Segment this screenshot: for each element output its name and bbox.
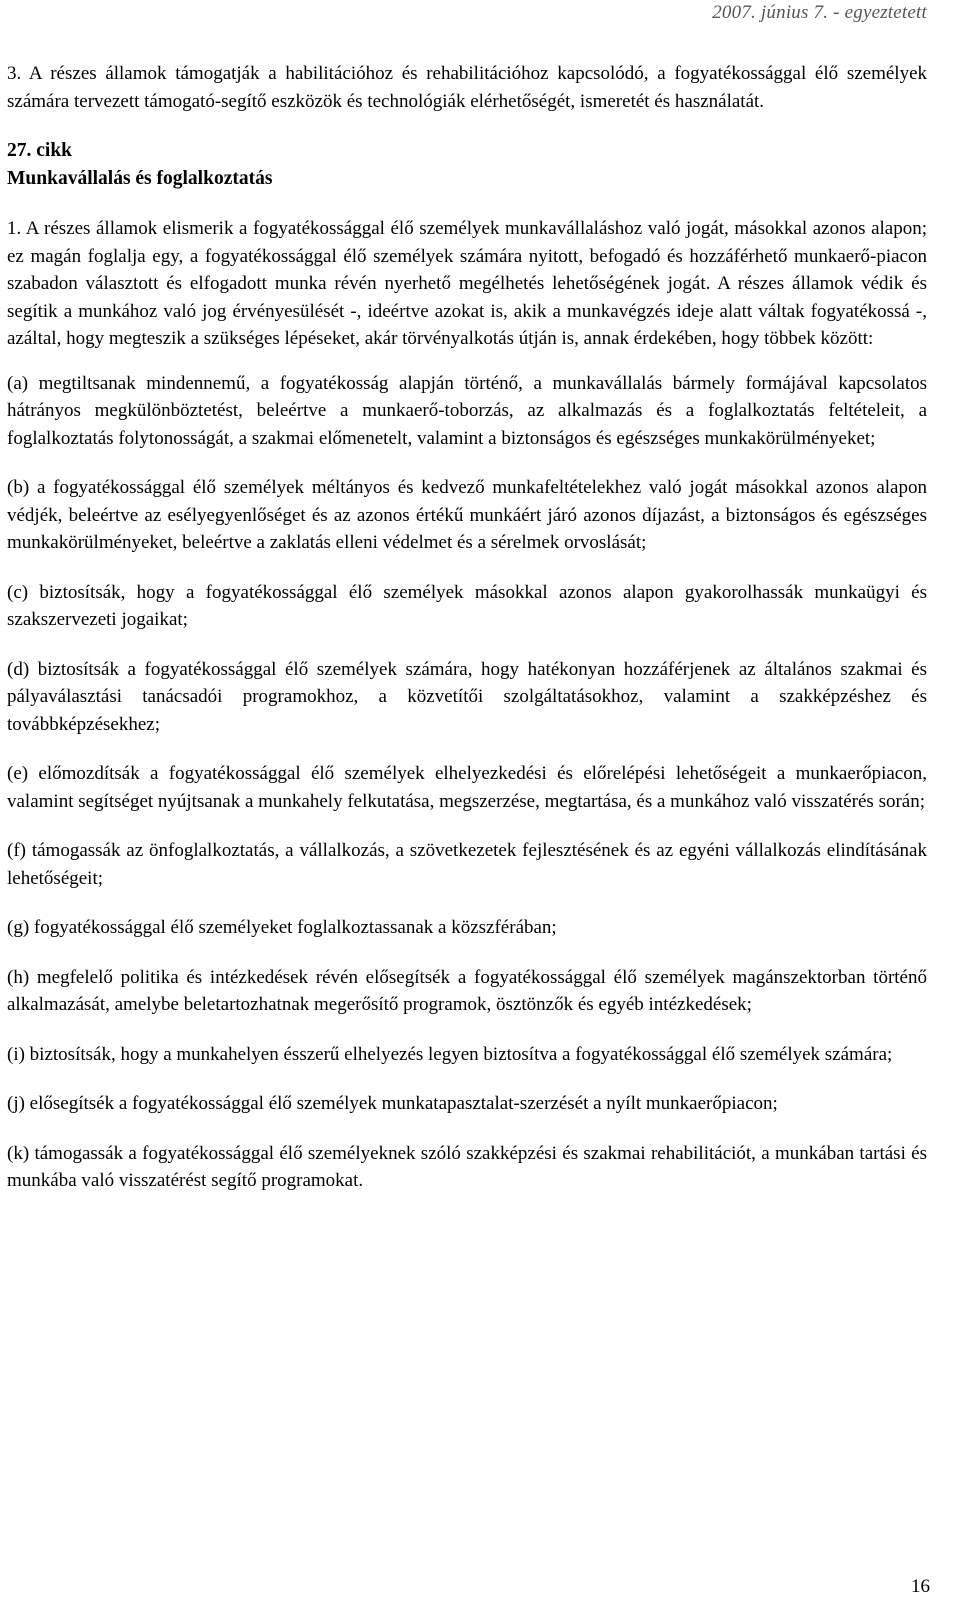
- article-number: 27. cikk: [7, 140, 73, 161]
- article-heading: [7, 137, 927, 193]
- list-item-f: (f) támogassák az önfoglalkoztatás, a vállalkozás, a szövetkezetek fejlesztésének és az egyéni vállalkozás elindításának lehetőségeit;: [7, 840, 927, 889]
- list-item-j: (j) elősegítsék a fogyatékossággal élő személyek munkatapasztalat-szerzését a nyílt munkaerőpiacon;: [7, 1093, 778, 1114]
- list-item-d: (d) biztosítsák a fogyatékossággal élő személyek számára, hogy hatékonyan hozzáférjenek az általános szakmai és pályaválasztási tanácsadói programokhoz, a közvetítői szolgáltatásokhoz, valamint a szakképzéshez és továbbképzésekhez;: [7, 658, 927, 735]
- list-item-c: (c) biztosítsák, hogy a fogyatékossággal élő személyek másokkal azonos alapon gyakorolhassák munkaügyi és szakszervezeti jogaikat;: [7, 581, 927, 630]
- document-body: [7, 60, 927, 1217]
- list-item-k: (k) támogassák a fogyatékossággal élő személyeknek szóló szakképzési és szakmai rehabilitációt, a munkában tartási és munkába való visszatérést segítő programokat.: [7, 1142, 927, 1191]
- list-item-e: (e) előmozdítsák a fogyatékossággal élő személyek elhelyezkedési és előrelépési lehetőségeit a munkaerőpiacon, valamint segítséget nyújtsanak a munkahely felkutatása, megszerzése, megtartása, és a munkához való visszatérés során;: [7, 763, 927, 812]
- page-number: 16: [911, 1576, 930, 1597]
- paragraph-3: 3. A részes államok támogatják a habilitációhoz és rehabilitációhoz kapcsolódó, a fogyatékossággal élő személyek számára tervezett támogató-segítő eszközök és technológiák elérhetőségét, ismeretét és használatát.: [7, 63, 927, 112]
- article-title: Munkavállalás és foglalkoztatás: [7, 168, 273, 189]
- list-item-h: (h) megfelelő politika és intézkedések révén elősegítsék a fogyatékossággal élő személyek magánszektorban történő alkalmazását, amelybe beletartozhatnak megerősítő programok, ösztönzők és egyéb intézkedések;: [7, 966, 927, 1015]
- paragraph-1: 1. A részes államok elismerik a fogyatékossággal élő személyek munkavállaláshoz való jogát, másokkal azonos alapon; ez magán foglalja egy, a fogyatékossággal élő személyek számára nyitott, befogadó és hozzáférhető munkaerő-piacon szabadon választott és elfogadott munka révén nyerhető megélhetés lehetőségének jogát. A részes államok védik és segítik a munkához való jog érvényesülését -, ideértve azokat is, akik a munkavégzés ideje alatt váltak fogyatékossá -, azáltal, hogy megteszik a szükséges lépéseket, akár törvényalkotás útján is, annak érdekében, hogy többek között:: [7, 218, 927, 349]
- list-item-a: (a) megtiltsanak mindennemű, a fogyatékosság alapján történő, a munkavállalás bármely formájával kapcsolatos hátrányos megkülönböztetést, beleértve a munkaerő-toborzás, az alkalmazás és a foglalkoztatás feltételeit, a foglalkoztatás folytonosságát, a szakmai előmenetelt, valamint a biztonságos és egészséges munkakörülményeket;: [7, 372, 927, 449]
- list-item-i: (i) biztosítsák, hogy a munkahelyen ésszerű elhelyezés legyen biztosítva a fogyatékossággal élő személyek számára;: [7, 1043, 893, 1065]
- list-item-g: (g) fogyatékossággal élő személyeket foglalkoztassanak a közszférában;: [7, 917, 557, 938]
- header-date: 2007. június 7. - egyeztetett: [712, 2, 927, 23]
- list-item-b: (b) a fogyatékossággal élő személyek méltányos és kedvező munkafeltételekhez való jogát másokkal azonos alapon védjék, beleértve az esélyegyenlőséget és az azonos értékű munkáért járó azonos díjazást, a biztonságos és egészséges munkakörülményeket, beleértve a zaklatás elleni védelmet és a sérelmek orvoslását;: [7, 477, 927, 553]
